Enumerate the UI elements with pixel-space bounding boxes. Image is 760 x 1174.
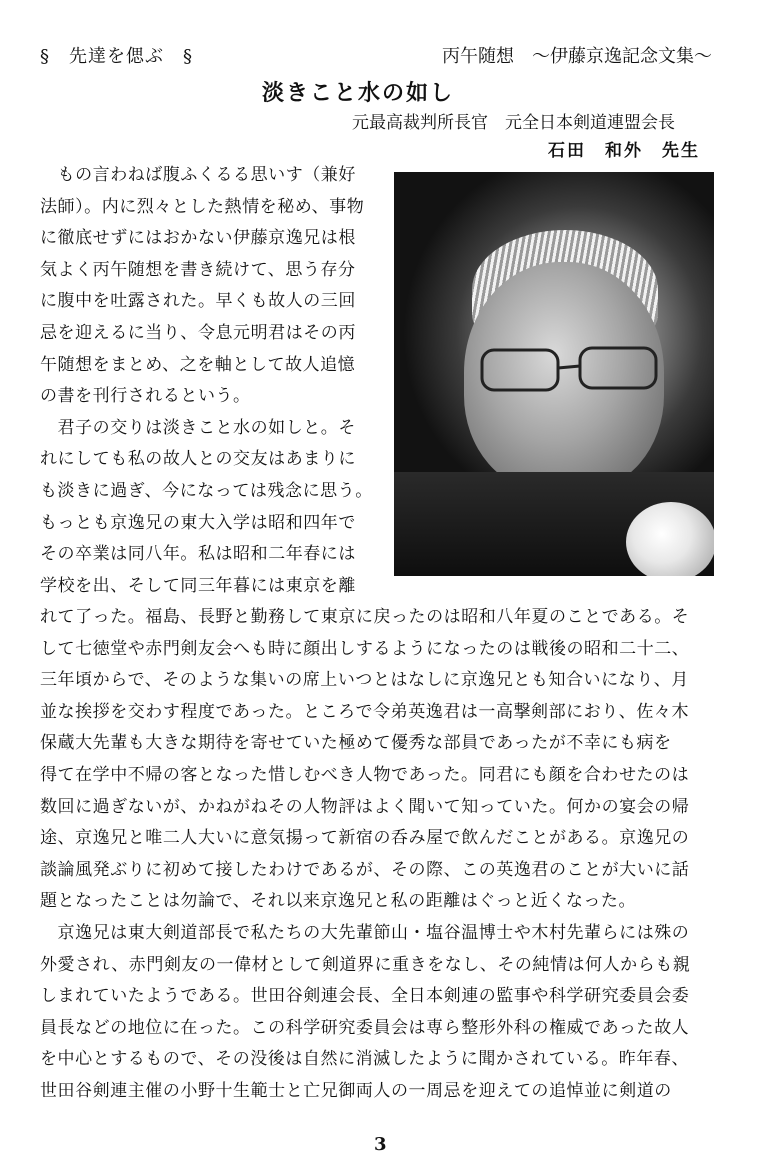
text-line: 保蔵大先輩も大きな期待を寄せていた極めて優秀な部員であったが不幸にも病を [40,733,672,754]
text-line: も淡きに過ぎ、今になっては残念に思う。 [40,480,373,501]
text-line: 並な挨拶を交わす程度であった。ところで令弟英逸君は一高撃剣部におり、佐々木 [40,701,690,722]
text-line: れにしても私の故人との交友はあまりに [40,449,356,470]
text-line: その卒業は同八年。私は昭和二年春には [40,544,356,565]
author-name: 石田 和外 先生 [548,141,700,161]
text-line: 員長などの地位に在った。この科学研究委員会は専ら整形外科の権威であった故人 [40,1017,690,1038]
author-titles: 元最高裁判所長官 元全日本剣道連盟会長 [352,113,675,133]
photo-glasses [476,342,666,396]
body-text-narrow [40,160,380,602]
text-line: 得て在学中不帰の客となった惜しむべき人物であった。同君にも顔を合わせたのは [40,764,690,785]
text-line: 題となったことは勿論で、それ以来京逸兄と私の距離はぐっと近くなった。 [40,891,637,912]
text-line: に徹底せずにはおかない伊藤京逸兄は根 [40,228,356,249]
text-line: 法師）。内に烈々とした熱情を秘め、事物 [40,196,365,217]
body-text-wide [40,602,730,1108]
text-line: の書を刊行されるという。 [40,386,251,407]
article-title: 淡きこと水の如し [262,80,455,106]
section-header: § 先達を偲ぶ § [40,46,193,67]
text-line: もっとも京逸兄の東大入学は昭和四年で [40,512,356,533]
text-line: もの言わねば腹ふくるる思いす（兼好 [40,165,356,185]
text-line: 外愛され、赤門剣友の一偉材として剣道界に重きをなし、その純情は何人からも親 [40,954,691,975]
text-line: 忌を迎えるに当り、令息元明君はその丙 [40,322,356,343]
text-line: 三年頃からで、そのような集いの席上いつとはなしに京逸兄とも知合いになり、月 [40,670,689,691]
text-line: れて了った。福島、長野と勤務して東京に戻ったのは昭和八年夏のことである。そ [40,607,690,627]
text-line: を中心とするもので、その没後は自然に消滅したように聞かされている。昨年春、 [40,1049,690,1070]
text-line: しまれていたようである。世田谷剣連会長、全日本剣連の監事や科学研究委員会委 [40,986,690,1007]
author-portrait-photo [394,172,714,576]
text-line: して七徳堂や赤門剣友会へも時に顔出しするようになったのは戦後の昭和二十二、 [40,638,690,659]
text-line: 学校を出、そして同三年暮には東京を離 [40,575,356,596]
text-line: 数回に過ぎないが、かねがねその人物評はよく聞いて知っていた。何かの宴会の帰 [40,796,690,817]
page-number: 3 [374,1134,387,1155]
text-line: 京逸兄は東大剣道部長で私たちの大先輩節山・塩谷温博士や木村先輩らには殊の [40,922,690,943]
text-line: 途、京逸兄と唯二人大いに意気揚って新宿の呑み屋で飲んだことがある。京逸兄の [40,828,690,849]
text-line: 談論風発ぶりに初めて接したわけであるが、その際、この英逸君のことが大いに話 [40,859,690,880]
photo-flower [626,502,714,576]
text-line: 君子の交りは淡きこと水の如しと。そ [40,417,356,438]
text-line: 午随想をまとめ、之を軸として故人追憶 [40,354,356,375]
text-line: 気よく丙午随想を書き続けて、思う存分 [40,259,356,280]
publication-header: 丙午随想 ～伊藤京逸記念文集～ [442,46,712,67]
text-line: に腹中を吐露された。早くも故人の三回 [40,291,356,312]
text-line: 世田谷剣連主催の小野十生範士と亡兄御両人の一周忌を迎えての追悼並に剣道の [40,1080,672,1101]
